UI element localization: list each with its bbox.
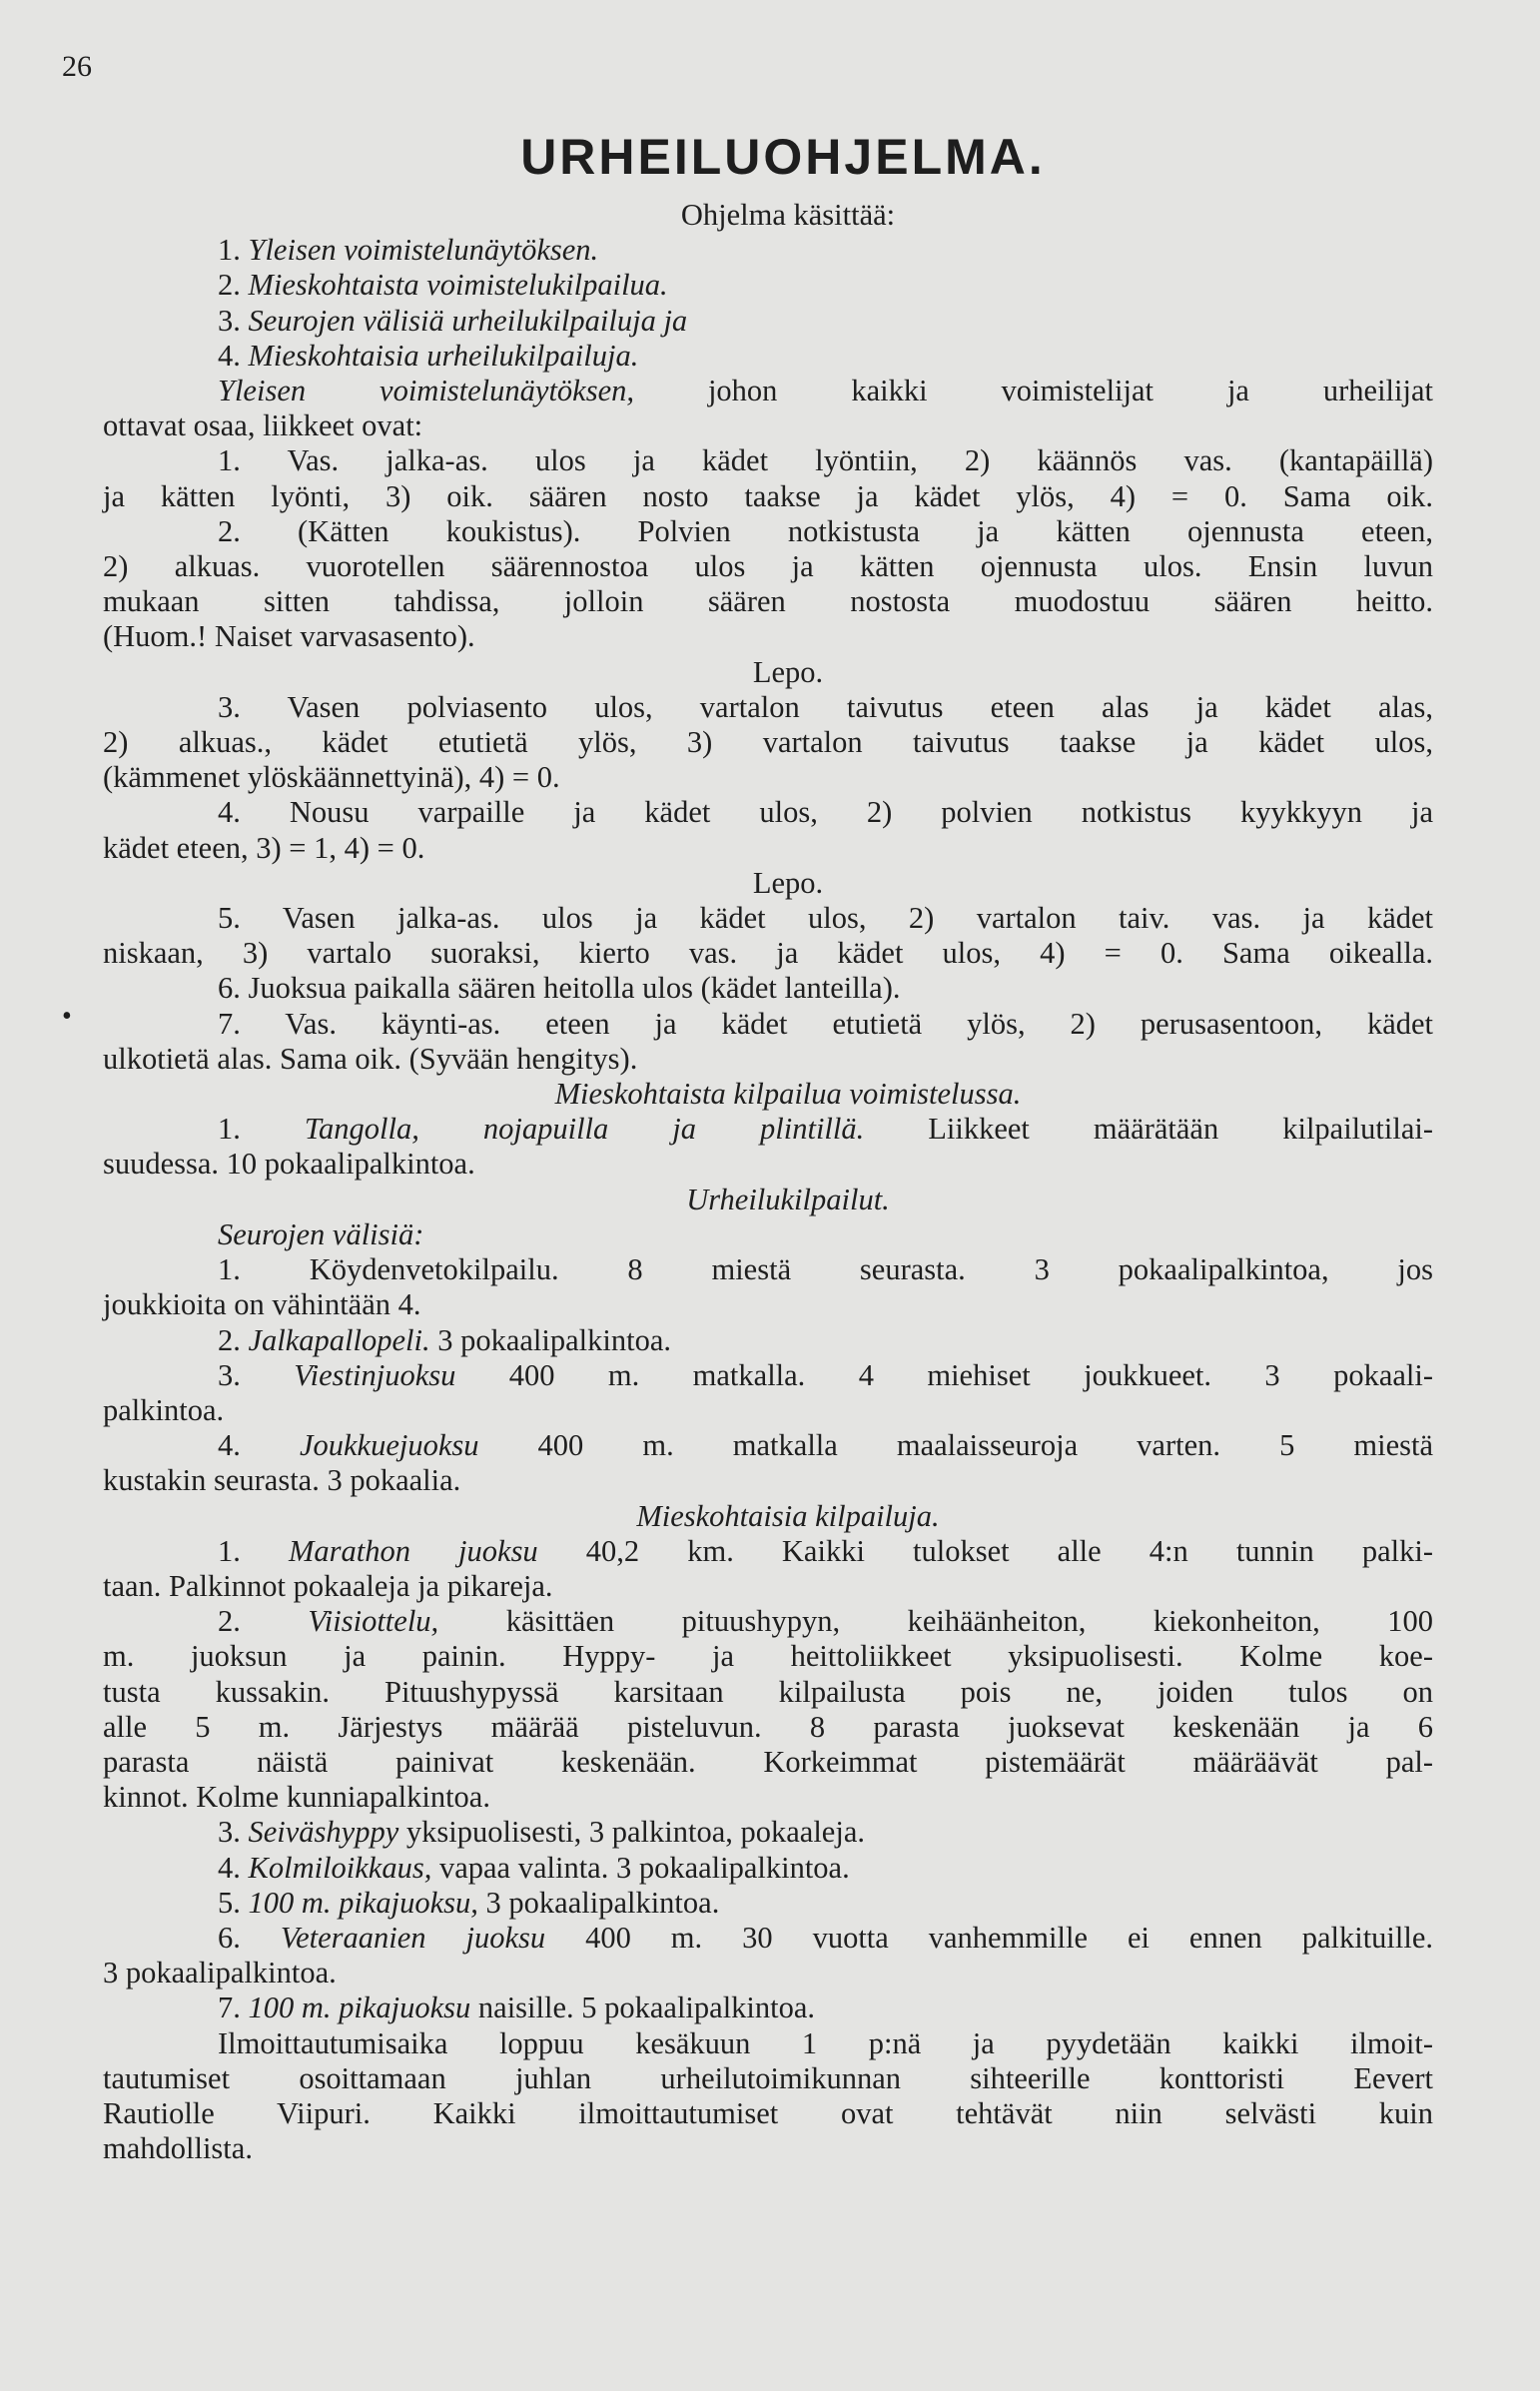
exercise-5: 5. Vasen jalka-as. ulos ja kädet ulos, 2) vartalon taiv. vas. ja kädet niskaan, 3) vartalo suoraksi, kierto vas. ja kädet ulos, 4) = 0. Sama oikealla.	[103, 901, 1433, 971]
exercise-3: 3. Vasen polviasento ulos, vartalon taivutus eteen alas ja kädet alas, 2) alkuas., kädet etutietä ylös, 3) vartalon taivutus taakse ja kädet ulos, (kämmenet ylöskäännettyinä), 4) = 0.	[103, 689, 1433, 795]
page-number: 26	[62, 50, 92, 83]
subheading-clubs: Seurojen välisiä:	[218, 1216, 424, 1251]
club-item-1: 1. Köydenvetokilpailu. 8 miestä seurasta. 3 pokaalipalkintoa, jos joukkioita on vähintään 4.	[103, 1252, 1433, 1322]
rest-label: Lepo.	[752, 654, 824, 689]
closing-paragraph: Ilmoittautumisaika loppuu kesäkuun 1 p:nä ja pyydetään kaikki ilmoit- tautumiset osoittamaan juhlan urheilutoimikunnan sihteerille konttoristi Eevert Rautiolle Viipuri. Kaikki ilmoittautumiset ovat tehtävät niin selvästi kuin mahdollista.	[103, 2025, 1433, 2166]
indiv-item-3: 3. Seiväshyppy yksipuolisesti, 3 palkintoa, pokaaleja.	[218, 1815, 865, 1850]
indiv-item-5: 5. 100 m. pikajuoksu, 3 pokaalipalkintoa.	[218, 1885, 720, 1920]
section-heading-gymnastics: Mieskohtaista kilpailua voimistelussa.	[554, 1077, 1022, 1112]
exercise-7: 7. Vas. käynti-as. eteen ja kädet etutietä ylös, 2) perusasentoon, kädet ulkotietä alas. Sama oik. (Syvään hengitys).	[103, 1006, 1433, 1076]
indiv-item-6: 6. Veteraanien juoksu 400 m. 30 vuotta vanhemmille ei ennen palkituille. 3 pokaalipalkintoa.	[103, 1920, 1434, 1991]
exercise-6: 6. Juoksua paikalla säären heitolla ulos (kädet lanteilla).	[218, 971, 901, 1006]
indiv-item-1: 1. Marathon juoksu 40,2 km. Kaikki tulokset alle 4:n tunnin palki- taan. Palkinnot pokaaleja ja pikareja.	[103, 1533, 1433, 1603]
exercise-1: 1. Vas. jalka-as. ulos ja kädet lyöntiin, 2) käännös vas. (kantapäillä) ja kätten lyönti, 3) oik. säären nosto taakse ja kädet ylös, 4) = 0. Sama oik.	[103, 443, 1433, 513]
indiv-item-4: 4. Kolmiloikkaus, vapaa valinta. 3 pokaalipalkintoa.	[218, 1850, 850, 1885]
rest-label: Lepo.	[752, 865, 824, 900]
exercise-intro: Yleisen voimistelunäytöksen, johon kaikki voimistelijat ja urheilijat ottavat osaa, liikkeet ovat:	[103, 374, 1433, 443]
indiv-item-7: 7. 100 m. pikajuoksu naisille. 5 pokaalipalkintoa.	[218, 1991, 816, 2025]
exercise-4: 4. Nousu varpaille ja kädet ulos, 2) polvien notkistus kyykkyyn ja kädet eteen, 3) = 1, 4) = 0.	[103, 795, 1433, 865]
list-item: 3. Seurojen välisiä urheilukilpailuja ja	[218, 303, 688, 338]
section-heading-individual: Mieskohtaisia kilpailuja.	[636, 1498, 940, 1533]
program-list	[103, 233, 1433, 374]
club-item-4: 4. Joukkuejuoksu 400 m. matkalla maalaisseuroja varten. 5 miestä kustakin seurasta. 3 pokaalia.	[103, 1428, 1434, 1498]
page-title: URHEILUOHJELMA.	[520, 129, 1046, 185]
club-item-2: 2. Jalkapallopeli. 3 pokaalipalkintoa.	[218, 1322, 672, 1357]
exercise-2: 2. (Kätten koukistus). Polvien notkistusta ja kätten ojennusta eteen, 2) alkuas. vuorotellen säärennostoa ulos ja kätten ojennusta ulos. Ensin luvun mukaan sitten tahdissa, jolloin säären nostosta muodostuu säären heitto. (Huom.! Naiset varvasasento).	[103, 513, 1433, 654]
section-heading-athletics: Urheilukilpailut.	[686, 1182, 890, 1216]
list-item: 1. Yleisen voimistelunäytöksen.	[218, 233, 599, 268]
list-item: 4. Mieskohtaisia urheilukilpailuja.	[218, 338, 639, 373]
list-item: 2. Mieskohtaista voimistelukilpailua.	[218, 268, 668, 303]
indiv-item-2: 2. Viisiottelu, käsittäen pituushypyn, keihäänheiton, kiekonheiton, 100 m. juoksun ja painin. Hyppy- ja heittoliikkeet yksipuolisesti. Kolme koe- tusta kussakin. Pituushypyssä karsitaan kilpailusta pois ne, joiden tulos on alle 5 m. Järjestys määrää pisteluvun. 8 parasta juoksevat keskenään ja 6 parasta näistä painivat keskenään. Korkeimmat pistemäärät määräävät pal- kinnot. Kolme kunniapalkintoa.	[103, 1604, 1434, 1815]
club-item-3: 3. Viestinjuoksu 400 m. matkalla. 4 miehiset joukkueet. 3 pokaali- palkintoa.	[103, 1357, 1433, 1427]
program-intro: Ohjelma käsittää:	[680, 198, 896, 232]
page-body	[103, 120, 1433, 2166]
gym-item-1: 1. Tangolla, nojapuilla ja plintillä. Liikkeet määrätään kilpailutilai- suudessa. 10 pokaalipalkintoa.	[103, 1112, 1433, 1182]
margin-bullet: •	[62, 1001, 72, 1032]
